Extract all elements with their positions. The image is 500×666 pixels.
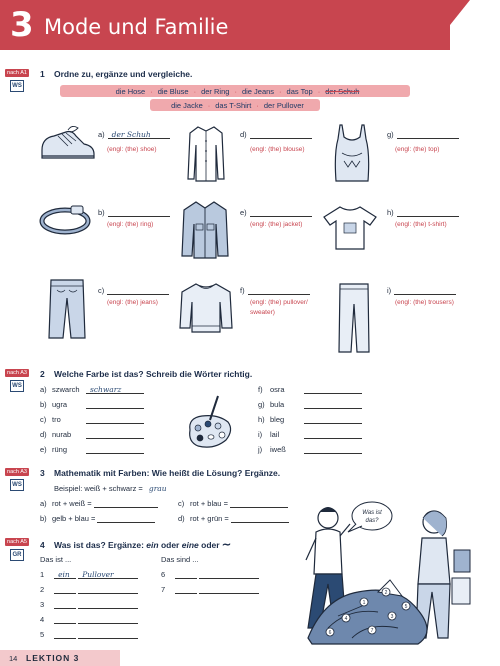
scrambled-word: szwarch: [52, 385, 80, 394]
ex2-row-h: [258, 415, 362, 424]
article-line[interactable]: [54, 570, 76, 579]
word-item: die Hose: [115, 87, 146, 96]
boy-shirt: [314, 529, 342, 574]
scrambled-word: nurab: [52, 430, 72, 439]
ex3-title: [40, 468, 280, 478]
ex2-row-a: [40, 385, 144, 394]
scrambled-word: osra: [270, 385, 285, 394]
pile-number: 4: [344, 616, 348, 622]
noun-line[interactable]: [78, 600, 138, 609]
engl-line-1: (engl: (the) pullover/: [250, 299, 308, 306]
ex4-oder-2: oder: [201, 540, 220, 550]
row-number: 6: [161, 570, 166, 579]
item-label: j): [258, 445, 263, 454]
item-label: h): [258, 415, 265, 424]
scrambled-word: rüng: [52, 445, 68, 454]
article-line[interactable]: [54, 630, 76, 639]
equation: rot + blau =: [190, 499, 228, 508]
ex4-title: [40, 538, 231, 551]
noun-line[interactable]: [199, 585, 259, 594]
ex2-row-f: [258, 385, 362, 394]
scrambled-word: bleg: [270, 415, 285, 424]
item-label: b): [40, 514, 47, 523]
row-number: 5: [40, 630, 45, 639]
shopping-bag: [454, 550, 470, 572]
ex3-tag: [5, 468, 29, 491]
ex1-word-box: [40, 84, 435, 112]
engl-line-2: sweater): [250, 309, 275, 316]
ex4-col1-title: Das ist ...: [40, 555, 72, 564]
header-corner: [430, 0, 470, 50]
girl-top: [418, 538, 450, 584]
item-label: e): [240, 208, 247, 217]
ex3-number: 3: [40, 468, 45, 478]
pile-number: 3: [390, 614, 394, 620]
answer-line[interactable]: [304, 430, 362, 439]
trousers-illustration: [337, 282, 371, 354]
speech-text: Was ist: [362, 510, 382, 516]
row-number: 2: [40, 585, 45, 594]
handwritten-article: ein: [58, 570, 70, 579]
ex4-row-4: [40, 615, 138, 624]
ex4-tag-label: nach A5: [5, 538, 29, 546]
ex1-title: [40, 69, 192, 79]
handwritten-answer: der Schuh: [111, 130, 151, 139]
ex4-symbol: ∼: [221, 539, 232, 551]
example-text: Beispiel: weiß + schwarz =: [54, 484, 143, 493]
answer-line[interactable]: [86, 385, 144, 394]
answer-line[interactable]: [248, 286, 310, 295]
ex2-row-e: [40, 445, 144, 454]
ex1-tag-label: nach A1: [5, 69, 29, 77]
page-footer: [0, 650, 500, 666]
article-line[interactable]: [175, 570, 197, 579]
ex1-engl-a: (engl: (the) shoe): [107, 146, 157, 153]
item-label: g): [258, 400, 265, 409]
ex4-number: 4: [40, 540, 45, 550]
ex4-col2-title: Das sind ...: [161, 555, 199, 564]
item-label: c): [178, 499, 185, 508]
ex4-instruction-pre: Was ist das? Ergänze:: [54, 540, 144, 550]
ex4-oder-1: oder: [160, 540, 180, 550]
handwritten-noun: Pullover: [82, 570, 114, 579]
item-label: d): [40, 430, 47, 439]
ex1-engl-f: [250, 298, 308, 318]
answer-line[interactable]: [304, 400, 362, 409]
ex2-title: [40, 369, 252, 379]
noun-line[interactable]: [78, 615, 138, 624]
chapter-title: Mode und Familie: [44, 15, 229, 39]
noun-line[interactable]: [78, 630, 138, 639]
item-label: f): [258, 385, 263, 394]
word-item: der Ring: [201, 87, 230, 96]
blouse-illustration: [186, 123, 226, 183]
item-label: a): [40, 385, 47, 394]
shoe-illustration: [38, 124, 98, 164]
ex1-item-a: [98, 130, 170, 139]
answer-line[interactable]: [397, 208, 459, 217]
ex2-row-g: [258, 400, 362, 409]
answer-line[interactable]: [304, 415, 362, 424]
ex1-item-i: [387, 286, 456, 295]
pile-number: 6: [328, 630, 332, 636]
ex2-instruction: Welche Farbe ist das? Schreib die Wörter richtig.: [54, 369, 253, 379]
scrambled-word: tro: [52, 415, 61, 424]
word-item: das T-Shirt: [215, 101, 252, 110]
ex2-ws-icon: WS: [10, 380, 24, 392]
noun-line[interactable]: [199, 570, 259, 579]
row-number: 3: [40, 600, 45, 609]
row-number: 7: [161, 585, 166, 594]
ex1-number: 1: [40, 69, 45, 79]
ex1-item-e: [240, 208, 312, 217]
chapter-header: [0, 0, 500, 50]
pile-number: 1: [362, 600, 366, 606]
word-item: die Jacke: [171, 101, 203, 110]
ex4-gr-icon: GR: [10, 549, 24, 561]
scrambled-word: iweß: [270, 445, 286, 454]
pile-number: 2: [384, 590, 388, 596]
word-row-1: die Hose · die Bluse · der Ring · die Jeans · das Top · der Schuh: [40, 87, 435, 96]
scrambled-word: ugra: [52, 400, 68, 409]
answer-line[interactable]: [250, 130, 312, 139]
answer-line[interactable]: [108, 208, 170, 217]
ex2-row-b: [40, 400, 144, 409]
chapter-number: 3: [10, 5, 34, 45]
ex2-row-c: [40, 415, 144, 424]
answer-line[interactable]: [86, 430, 144, 439]
ex3-row-b: [40, 514, 155, 523]
ex4-row-2: [40, 585, 138, 594]
pile-number: 5: [404, 604, 408, 610]
answer-line[interactable]: [304, 445, 362, 454]
ex4-ein: ein: [146, 540, 159, 550]
noun-line[interactable]: [78, 585, 138, 594]
top-illustration: [332, 123, 372, 183]
answer-line[interactable]: [86, 400, 144, 409]
ex1-engl-e: (engl: (the) jacket): [250, 221, 303, 228]
ex1-engl-i: (engl: (the) trousers): [395, 299, 454, 306]
equation: gelb + blau =: [52, 514, 96, 523]
ex2-row-i: [258, 430, 362, 439]
answer-line[interactable]: [107, 286, 169, 295]
ex4-tag: [5, 538, 29, 561]
pile-number: 7: [370, 628, 374, 634]
item-label: g): [387, 130, 394, 139]
ex1-engl-c: (engl: (the) jeans): [107, 299, 158, 306]
ex1-item-c: [98, 286, 169, 295]
ex4-row-1: [40, 570, 138, 579]
item-label: h): [387, 208, 394, 217]
ex3-example: [54, 484, 167, 493]
ex1-item-g: [387, 130, 459, 139]
ex2-number: 2: [40, 369, 45, 379]
handwritten-answer: schwarz: [90, 385, 122, 394]
word-item: der Pullover: [263, 101, 304, 110]
row-number: 4: [40, 615, 45, 624]
row-number: 1: [40, 570, 45, 579]
scrambled-word: bula: [270, 400, 285, 409]
ex4-eine: eine: [181, 540, 199, 550]
ex4-row-6: [161, 570, 259, 579]
ex1-engl-d: (engl: (the) blouse): [250, 146, 305, 153]
item-label: d): [240, 130, 247, 139]
ex3-instruction: Mathematik mit Farben: Wie heißt die Lösung? Ergänze.: [54, 468, 281, 478]
item-label: i): [387, 286, 392, 295]
article-line[interactable]: [54, 615, 76, 624]
equation: rot + grün =: [190, 514, 229, 523]
ex3-ws-icon: WS: [10, 479, 24, 491]
clothes-pile-illustration: [268, 488, 480, 650]
item-label: b): [98, 208, 105, 217]
item-label: f): [240, 286, 245, 295]
item-label: c): [98, 286, 105, 295]
word-item: das Top: [286, 87, 313, 96]
answer-line[interactable]: [397, 130, 459, 139]
ex1-tag: [5, 69, 29, 92]
ex1-item-f: [240, 286, 310, 295]
ex2-tag: [5, 369, 29, 392]
ex1-engl-b: (engl: (the) ring): [107, 221, 154, 228]
equation: rot + weiß =: [52, 499, 92, 508]
answer-line[interactable]: [86, 415, 144, 424]
ex1-engl-g: (engl: (the) top): [395, 146, 440, 153]
word-row-2: die Jacke · das T-Shirt · der Pullover: [40, 101, 435, 110]
item-label: d): [178, 514, 185, 523]
answer-line[interactable]: [304, 385, 362, 394]
article-line[interactable]: [54, 585, 76, 594]
example-answer: grau: [148, 484, 167, 493]
ex3-tag-label: nach A3: [5, 468, 29, 476]
word-item: die Bluse: [157, 87, 189, 96]
lesson-label: LEKTION 3: [26, 653, 80, 663]
ex1-item-b: [98, 208, 170, 217]
ex2-row-d: [40, 430, 144, 439]
item-label: c): [40, 415, 47, 424]
paint-palette-illustration: [184, 392, 236, 454]
answer-line[interactable]: [394, 286, 456, 295]
word-item-crossed: der Schuh: [325, 87, 360, 96]
jeans-illustration: [47, 278, 87, 340]
item-label: a): [40, 499, 47, 508]
ex2-row-j: [258, 445, 362, 454]
ex1-ws-icon: WS: [10, 80, 24, 92]
ring-illustration: [38, 202, 92, 236]
word-item: die Jeans: [241, 87, 275, 96]
answer-line[interactable]: [108, 130, 170, 139]
answer-line[interactable]: [97, 514, 155, 523]
item-label: e): [40, 445, 47, 454]
item-label: i): [258, 430, 263, 439]
ex2-tag-label: nach A3: [5, 369, 29, 377]
speech-text: das?: [365, 518, 379, 524]
item-label: b): [40, 400, 47, 409]
ex1-item-h: [387, 208, 459, 217]
answer-line[interactable]: [250, 208, 312, 217]
answer-line[interactable]: [86, 445, 144, 454]
pullover-illustration: [178, 280, 234, 334]
ex4-row-5: [40, 630, 138, 639]
article-line[interactable]: [175, 585, 197, 594]
scrambled-word: lail: [270, 430, 280, 439]
article-line[interactable]: [54, 600, 76, 609]
tshirt-illustration: [322, 205, 378, 251]
ex1-item-d: [240, 130, 312, 139]
page-number: 14: [9, 654, 18, 663]
item-label: a): [98, 130, 105, 139]
ex4-row-7: [161, 585, 259, 594]
jacket-illustration: [180, 198, 230, 260]
ex1-instruction: Ordne zu, ergänze und vergleiche.: [54, 69, 193, 79]
ex3-row-a: [40, 499, 158, 508]
noun-line[interactable]: [78, 570, 138, 579]
ex1-engl-h: (engl: (the) t-shirt): [395, 221, 447, 228]
ex4-row-3: [40, 600, 138, 609]
answer-line[interactable]: [94, 499, 158, 508]
